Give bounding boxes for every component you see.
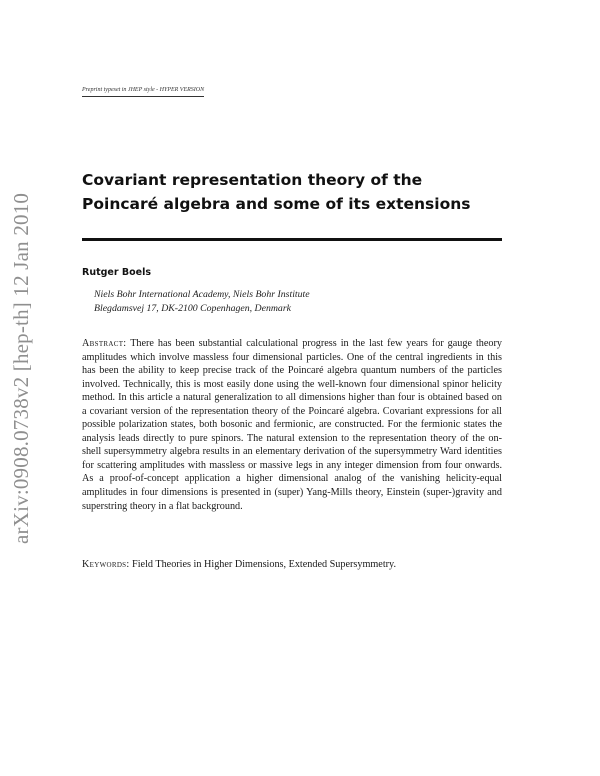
arxiv-identifier-stamp: arXiv:0908.0738v2 [hep-th] 12 Jan 2010 [9,192,33,544]
keywords-text: Field Theories in Higher Dimensions, Extended Supersymmetry. [132,559,397,570]
author-affiliation [94,288,310,315]
paper-title: Covariant representation theory of the Poincaré algebra and some of its extensions [82,171,471,213]
author-name: Rutger Boels [82,267,151,278]
preprint-note: Preprint typeset in JHEP style - HYPER VERSION [82,86,204,97]
affiliation-line-2: Blegdamsvej 17, DK-2100 Copenhagen, Denmark [94,302,291,314]
abstract-text: There has been substantial calculational progress in the last few years for gauge theory amplitudes which involve massless four dimensional particles. One of the central ingredients in this has been the ability to keep precise track of the Poincaré algebra quantum numbers of the particles involved. Technically, this is most easily done using the well-known four dimensional spinor helicity method. In this article a natural generalization to all dimensions higher than four is obtained based on a covariant version of the representation theory of the Poincaré algebra. Covariant expressions for all possible polarization states, both bosonic and fermionic, are constructed. For the fermionic states the analysis leads directly to pure spinors. The natural extension to the representation theory of the on-shell supersymmetry algebra results in an elementary derivation of the supersymmetry Ward identities for scattering amplitudes with massless or massive legs in any integer dimension from four onwards. As a proof-of-concept application a higher dimensional analog of the vanishing helicity-equal amplitudes in four dimensions is presented in (super) Yang-Mills theory, Einstein (super-)gravity and superstring theory in a flat background. [82,338,502,512]
abstract-label: Abstract: [82,338,127,349]
title-divider [82,238,502,241]
keywords-label: Keywords: [82,559,130,570]
affiliation-line-1: Niels Bohr International Academy, Niels Bohr Institute [94,289,310,300]
abstract [82,337,502,513]
keywords [82,558,502,572]
